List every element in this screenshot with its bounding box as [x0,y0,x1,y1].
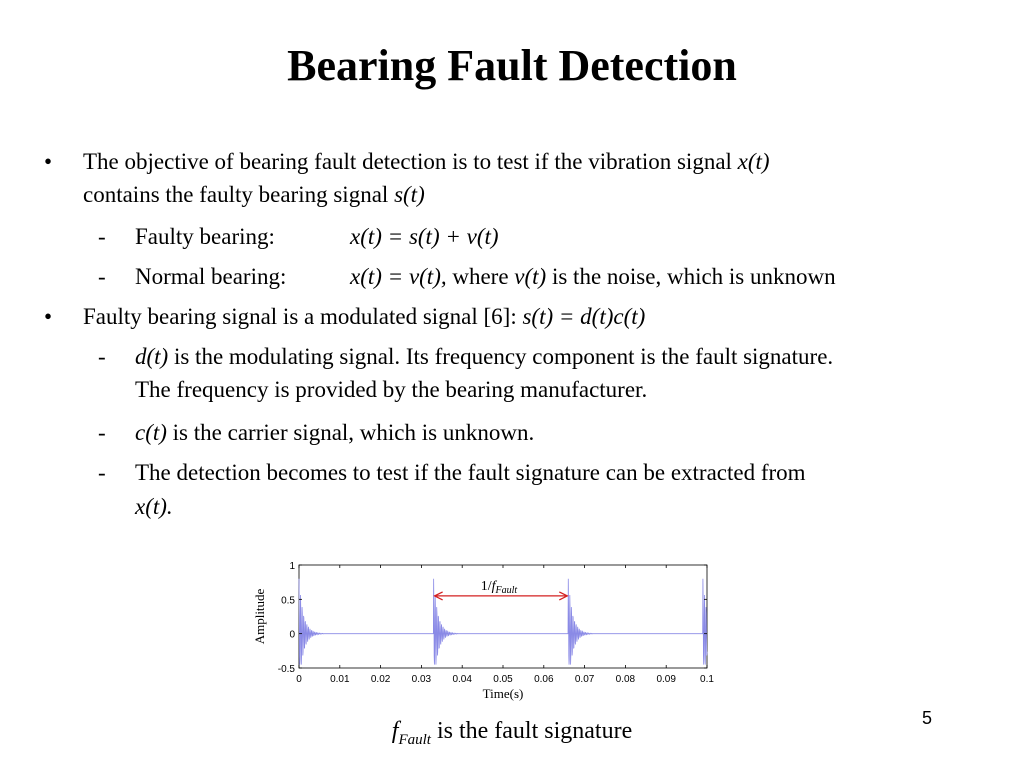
dash-marker: - [98,344,106,369]
sub-ct-italic: c(t) [135,420,167,445]
sub-faulty-formula: x(t) = s(t) + v(t) [350,224,499,249]
vibration-signal-chart [240,555,730,705]
sub-ct-line [135,417,534,449]
sub-dt-line-1 [135,341,833,373]
x-tick-label: 0 [296,674,302,685]
dash-marker: - [98,460,106,485]
x-axis-label: Time(s) [482,686,524,701]
sub-ct-text: is the carrier signal, which is unknown. [166,420,535,445]
x-tick-label: 0.03 [411,674,432,685]
annotation-f: f [491,578,496,594]
bullet-2-italic: s(t) = d(t)c(t) [522,304,646,329]
sub-normal-tail: is the noise, which is unknown [546,264,836,289]
bullet-2-line [83,301,645,333]
chart-svg [240,555,730,705]
sub-normal-mid: where [446,264,515,289]
page-number: 5 [922,708,933,728]
dash-marker: - [98,264,106,289]
x-tick-label: 0.06 [534,674,554,685]
bullet-2-text: Faulty bearing signal is a modulated signal [6]: [83,304,523,329]
annotation-sub: Fault [495,584,518,596]
sub-detect-line-1: The detection becomes to test if the fault signature can be extracted from [135,460,806,485]
bullet-1-italic: x(t) [737,149,770,174]
x-tick-label: 0.01 [330,674,350,685]
bullet-marker: • [44,304,53,329]
sub-normal-italic: v(t) [514,264,547,289]
bullet-1-text: The objective of bearing fault detection is to test if the vibration signal [83,149,738,174]
x-tick-label: 0.02 [370,674,391,685]
dash-marker: - [98,224,106,249]
y-tick-label: 1 [289,561,295,572]
sub-detect-line-2: x(t). [135,494,173,519]
x-tick-label: 0.09 [656,674,676,685]
sub-normal-formula: x(t) = v(t), [350,264,447,289]
y-tick-label: -0.5 [277,664,295,675]
sub-faulty-label: Faulty bearing: [135,224,275,249]
slide-title: Bearing Fault Detection [287,41,737,90]
x-tick-label: 0.07 [574,674,595,685]
sub-dt-text: is the modulating signal. Its frequency component is the fault signature. [168,344,834,369]
x-tick-label: 0.1 [700,674,714,685]
x-tick-label: 0.04 [452,674,472,685]
bullet-marker: • [44,149,53,174]
annotation-prefix: 1/ [480,578,492,594]
x-tick-label: 0.05 [493,674,513,685]
bullet-1-line-2 [83,179,425,211]
chart-caption [0,718,1024,749]
caption-text: is the fault signature [430,718,633,744]
y-tick-label: 0.5 [281,595,295,607]
bullet-1-line-1 [83,146,770,178]
dash-marker: - [98,420,106,445]
caption-f: f [391,718,399,744]
sub-normal-label: Normal bearing: [135,264,287,289]
y-axis-label: Amplitude [252,588,267,645]
plot-frame [299,565,707,668]
bullet-1-text-2: contains the faulty bearing signal [83,182,395,207]
sub-dt-line-2: The frequency is provided by the bearing manufacturer. [135,377,648,402]
x-tick-label: 0.08 [615,674,636,685]
caption-sub: Fault [398,731,431,748]
bullet-1-italic-2: s(t) [394,182,425,207]
sub-dt-italic: d(t) [135,344,169,369]
sub-normal-line [350,261,836,293]
y-tick-label: 0 [289,629,295,641]
